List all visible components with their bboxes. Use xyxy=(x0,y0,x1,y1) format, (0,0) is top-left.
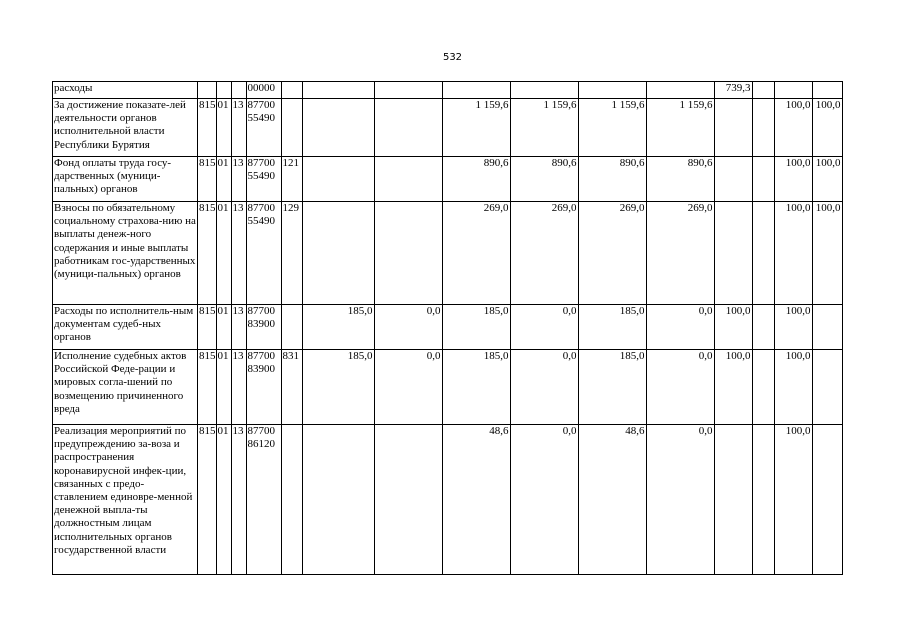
table-row xyxy=(53,425,843,575)
percent-4: 100,0 xyxy=(812,157,842,202)
percent-3: 100,0 xyxy=(774,202,812,305)
admin-code: 815 xyxy=(198,350,217,425)
amount-3: 185,0 xyxy=(442,350,510,425)
percent-1 xyxy=(714,425,752,575)
subsection-code: 13 xyxy=(231,350,246,425)
item-name: Исполнение судебных актов Российской Феде-рации и мировых согла-шений по возмещению причиненного вреда xyxy=(53,350,198,425)
amount-4: 0,0 xyxy=(510,305,578,350)
percent-4 xyxy=(812,305,842,350)
expense-type-code: 121 xyxy=(281,157,302,202)
expense-type-code xyxy=(281,82,302,99)
table-row xyxy=(53,82,843,99)
amount-5: 890,6 xyxy=(578,157,646,202)
amount-5: 48,6 xyxy=(578,425,646,575)
percent-2 xyxy=(752,202,774,305)
target-code: 87700 86120 xyxy=(246,425,281,575)
amount-4 xyxy=(510,82,578,99)
percent-2 xyxy=(752,82,774,99)
amount-3: 48,6 xyxy=(442,425,510,575)
admin-code: 815 xyxy=(198,425,217,575)
item-name: Взносы по обязательному социальному страхова-нию на выплаты денеж-ного содержания и иные выплаты работникам гос-ударственных (муници-пальных) органов xyxy=(53,202,198,305)
percent-2 xyxy=(752,99,774,157)
admin-code: 815 xyxy=(198,99,217,157)
subsection-code: 13 xyxy=(231,202,246,305)
percent-3: 100,0 xyxy=(774,157,812,202)
percent-1 xyxy=(714,157,752,202)
amount-1: 185,0 xyxy=(302,305,374,350)
target-code: 87700 83900 xyxy=(246,350,281,425)
amount-3: 185,0 xyxy=(442,305,510,350)
amount-3: 269,0 xyxy=(442,202,510,305)
amount-5: 269,0 xyxy=(578,202,646,305)
amount-2 xyxy=(374,99,442,157)
budget-table xyxy=(52,81,843,575)
percent-3: 100,0 xyxy=(774,99,812,157)
amount-6: 269,0 xyxy=(646,202,714,305)
amount-4: 1 159,6 xyxy=(510,99,578,157)
admin-code xyxy=(198,82,217,99)
subsection-code: 13 xyxy=(231,305,246,350)
percent-4: 100,0 xyxy=(812,99,842,157)
percent-1: 100,0 xyxy=(714,305,752,350)
section-code: 01 xyxy=(216,425,231,575)
admin-code: 815 xyxy=(198,202,217,305)
amount-4: 0,0 xyxy=(510,425,578,575)
expense-type-code xyxy=(281,305,302,350)
table-row xyxy=(53,305,843,350)
amount-1 xyxy=(302,82,374,99)
amount-6: 0,0 xyxy=(646,305,714,350)
amount-2 xyxy=(374,425,442,575)
percent-4 xyxy=(812,425,842,575)
amount-1 xyxy=(302,425,374,575)
amount-6: 0,0 xyxy=(646,425,714,575)
item-name: За достижение показате-лей деятельности органов исполнительной власти Республики Бурятия xyxy=(53,99,198,157)
percent-2 xyxy=(752,350,774,425)
section-code: 01 xyxy=(216,99,231,157)
amount-3: 890,6 xyxy=(442,157,510,202)
section-code xyxy=(216,82,231,99)
target-code: 87700 55490 xyxy=(246,202,281,305)
percent-3: 100,0 xyxy=(774,305,812,350)
amount-5: 185,0 xyxy=(578,305,646,350)
admin-code: 815 xyxy=(198,157,217,202)
subsection-code: 13 xyxy=(231,157,246,202)
amount-2: 0,0 xyxy=(374,305,442,350)
item-name: Расходы по исполнитель-ным документам судеб-ных органов xyxy=(53,305,198,350)
amount-5: 185,0 xyxy=(578,350,646,425)
amount-2 xyxy=(374,202,442,305)
table-row xyxy=(53,350,843,425)
section-code: 01 xyxy=(216,305,231,350)
target-code: 00000 xyxy=(246,82,281,99)
amount-5: 1 159,6 xyxy=(578,99,646,157)
amount-5 xyxy=(578,82,646,99)
amount-6 xyxy=(646,82,714,99)
amount-1 xyxy=(302,157,374,202)
expense-type-code: 129 xyxy=(281,202,302,305)
amount-4: 0,0 xyxy=(510,350,578,425)
percent-3: 100,0 xyxy=(774,425,812,575)
percent-4: 100,0 xyxy=(812,202,842,305)
amount-1: 185,0 xyxy=(302,350,374,425)
subsection-code xyxy=(231,82,246,99)
target-code: 87700 83900 xyxy=(246,305,281,350)
percent-1 xyxy=(714,99,752,157)
percent-1: 739,3 xyxy=(714,82,752,99)
amount-1 xyxy=(302,202,374,305)
expense-type-code xyxy=(281,99,302,157)
target-code: 87700 55490 xyxy=(246,99,281,157)
percent-3: 100,0 xyxy=(774,350,812,425)
amount-4: 890,6 xyxy=(510,157,578,202)
percent-3 xyxy=(774,82,812,99)
section-code: 01 xyxy=(216,202,231,305)
percent-1 xyxy=(714,202,752,305)
item-name: расходы xyxy=(53,82,198,99)
amount-3: 1 159,6 xyxy=(442,99,510,157)
admin-code: 815 xyxy=(198,305,217,350)
amount-1 xyxy=(302,99,374,157)
amount-2 xyxy=(374,82,442,99)
page-number: 532 xyxy=(442,52,463,63)
item-name: Реализация мероприятий по предупреждению за-воза и распространения коронавирусной инфек-ции, связанных с предо-ставлением единовре-менной денежной выпла-ты должностным лицам исполнительных органов государственной власти xyxy=(53,425,198,575)
item-name: Фонд оплаты труда госу-дарственных (муници-пальных) органов xyxy=(53,157,198,202)
percent-1: 100,0 xyxy=(714,350,752,425)
expense-type-code: 831 xyxy=(281,350,302,425)
amount-2 xyxy=(374,157,442,202)
section-code: 01 xyxy=(216,157,231,202)
subsection-code: 13 xyxy=(231,99,246,157)
table-row xyxy=(53,157,843,202)
table-row xyxy=(53,202,843,305)
amount-4: 269,0 xyxy=(510,202,578,305)
percent-4 xyxy=(812,82,842,99)
expense-type-code xyxy=(281,425,302,575)
amount-3 xyxy=(442,82,510,99)
section-code: 01 xyxy=(216,350,231,425)
subsection-code: 13 xyxy=(231,425,246,575)
amount-6: 0,0 xyxy=(646,350,714,425)
amount-2: 0,0 xyxy=(374,350,442,425)
target-code: 87700 55490 xyxy=(246,157,281,202)
amount-6: 1 159,6 xyxy=(646,99,714,157)
percent-2 xyxy=(752,305,774,350)
percent-2 xyxy=(752,157,774,202)
table-row xyxy=(53,99,843,157)
percent-4 xyxy=(812,350,842,425)
percent-2 xyxy=(752,425,774,575)
amount-6: 890,6 xyxy=(646,157,714,202)
